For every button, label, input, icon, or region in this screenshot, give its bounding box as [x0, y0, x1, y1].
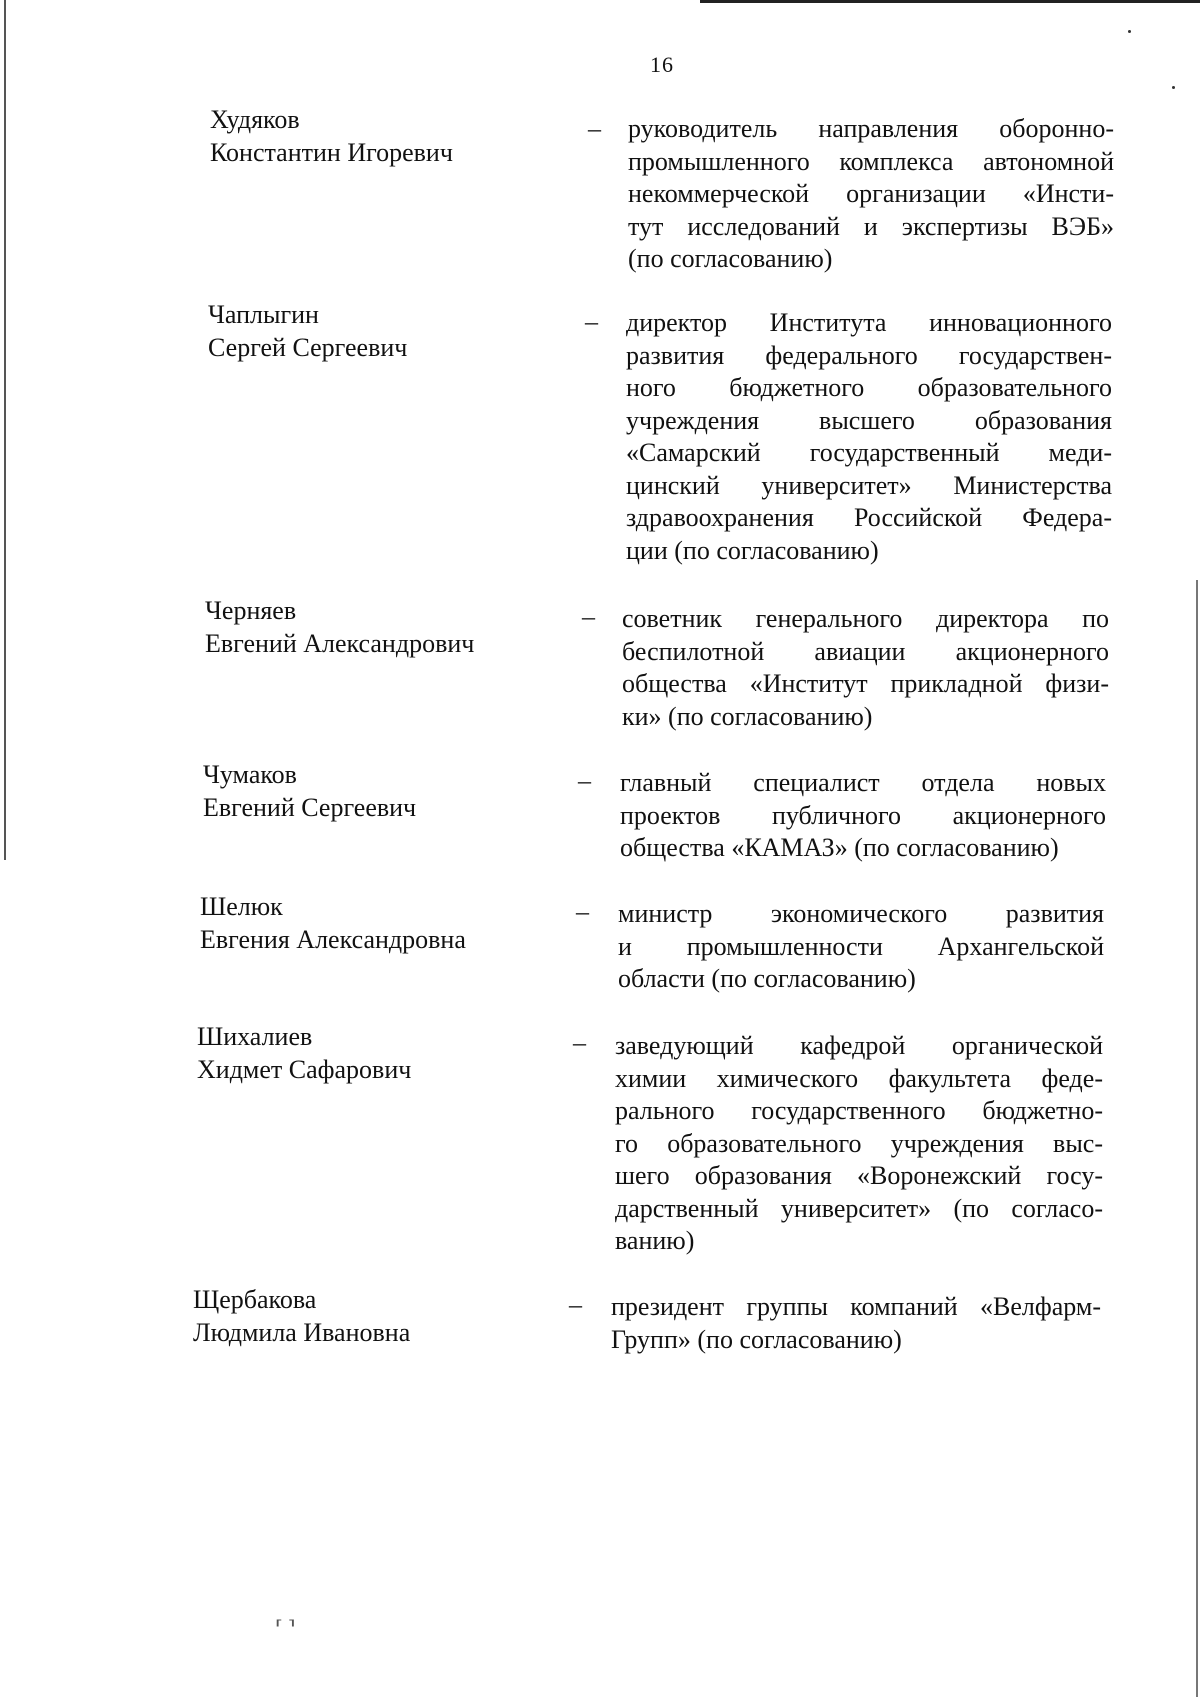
role-line: промышленного комплекса автономной	[628, 146, 1114, 176]
scan-speck	[1172, 86, 1175, 89]
role-line: ванию)	[615, 1226, 695, 1255]
separator-dash: –	[585, 307, 598, 336]
role-line: министр экономического развития	[618, 899, 1104, 928]
separator-dash: –	[582, 602, 595, 631]
separator-dash: –	[576, 897, 589, 926]
member-name	[200, 890, 466, 956]
role-line: президент группы компаний «Велфарм-	[611, 1292, 1101, 1321]
member-role	[622, 603, 1109, 733]
role-line: развития федерального государствен-	[626, 340, 1112, 370]
role-line: го образовательного учреждения выс-	[615, 1128, 1103, 1158]
role-line: ки» (по согласованию)	[622, 701, 873, 731]
role-line: ции (по согласованию)	[626, 535, 879, 565]
separator-dash: –	[569, 1290, 582, 1319]
member-given-names: Евгений Сергеевич	[203, 793, 417, 822]
role-line: здравоохранения Российской Федера-	[626, 503, 1112, 532]
member-surname: Чумаков	[203, 760, 297, 789]
member-given-names: Хидмет Сафарович	[197, 1055, 412, 1084]
member-surname: Щербакова	[193, 1285, 317, 1314]
member-given-names: Евгения Александровна	[200, 925, 466, 954]
role-line: химии химического факультета феде-	[615, 1063, 1103, 1093]
separator-dash: –	[578, 766, 591, 795]
role-line: общества «КАМАЗ» (по согласованию)	[620, 833, 1059, 862]
scan-top-border	[700, 0, 1200, 3]
member-name	[205, 594, 474, 660]
role-line: «Самарский государственный меди-	[626, 438, 1112, 467]
member-role	[620, 767, 1106, 865]
member-name	[203, 758, 416, 824]
separator-dash: –	[588, 114, 601, 143]
role-line: общества «Институт прикладной физи-	[622, 669, 1109, 698]
member-surname: Чаплыгин	[208, 300, 319, 329]
role-line: главный специалист отдела новых	[620, 768, 1106, 797]
separator-dash: –	[573, 1028, 586, 1057]
role-line: руководитель направления оборонно-	[628, 114, 1114, 143]
member-role	[618, 898, 1104, 996]
role-line: рального государственного бюджетно-	[615, 1096, 1103, 1125]
role-line: заведующий кафедрой органической	[615, 1031, 1103, 1060]
role-line: некоммерческой организации «Инсти-	[628, 179, 1114, 208]
member-given-names: Сергей Сергеевич	[208, 333, 408, 362]
member-given-names: Людмила Ивановна	[193, 1318, 411, 1347]
role-line: проектов публичного акционерного	[620, 800, 1106, 830]
role-line: ного бюджетного образовательного	[626, 373, 1112, 402]
member-role	[628, 113, 1114, 276]
page-number: 16	[650, 52, 674, 77]
member-name	[197, 1020, 411, 1086]
scan-speck	[1128, 30, 1131, 33]
role-line: тут исследований и экспертизы ВЭБ»	[628, 211, 1114, 241]
scan-artifact-mark: ⸢ ⸣	[275, 1617, 296, 1639]
member-role	[611, 1291, 1101, 1356]
scan-left-edge	[4, 0, 6, 860]
member-given-names: Евгений Александрович	[205, 629, 475, 658]
role-line: (по согласованию)	[628, 244, 833, 273]
role-line: дарственный университет» (по согласо-	[615, 1193, 1103, 1223]
member-surname: Шихалиев	[197, 1022, 313, 1051]
member-surname: Худяков	[210, 105, 300, 134]
member-given-names: Константин Игоревич	[210, 138, 453, 167]
role-line: области (по согласованию)	[618, 964, 916, 993]
member-role	[626, 307, 1112, 567]
member-name	[193, 1283, 410, 1349]
role-line: Групп» (по согласованию)	[611, 1324, 902, 1354]
role-line: советник генерального директора по	[622, 604, 1109, 633]
member-surname: Черняев	[205, 596, 297, 625]
member-surname: Шелюк	[200, 892, 283, 921]
role-line: беспилотной авиации акционерного	[622, 636, 1109, 666]
role-line: учреждения высшего образования	[626, 405, 1112, 435]
role-line: цинский университет» Министерства	[626, 470, 1112, 500]
scan-right-edge	[1196, 580, 1198, 1697]
member-role	[615, 1030, 1103, 1258]
member-name	[208, 298, 407, 364]
role-line: шего образования «Воронежский госу-	[615, 1161, 1103, 1190]
role-line: и промышленности Архангельской	[618, 931, 1104, 961]
member-name	[210, 103, 453, 169]
role-line: директор Института инновационного	[626, 308, 1112, 337]
